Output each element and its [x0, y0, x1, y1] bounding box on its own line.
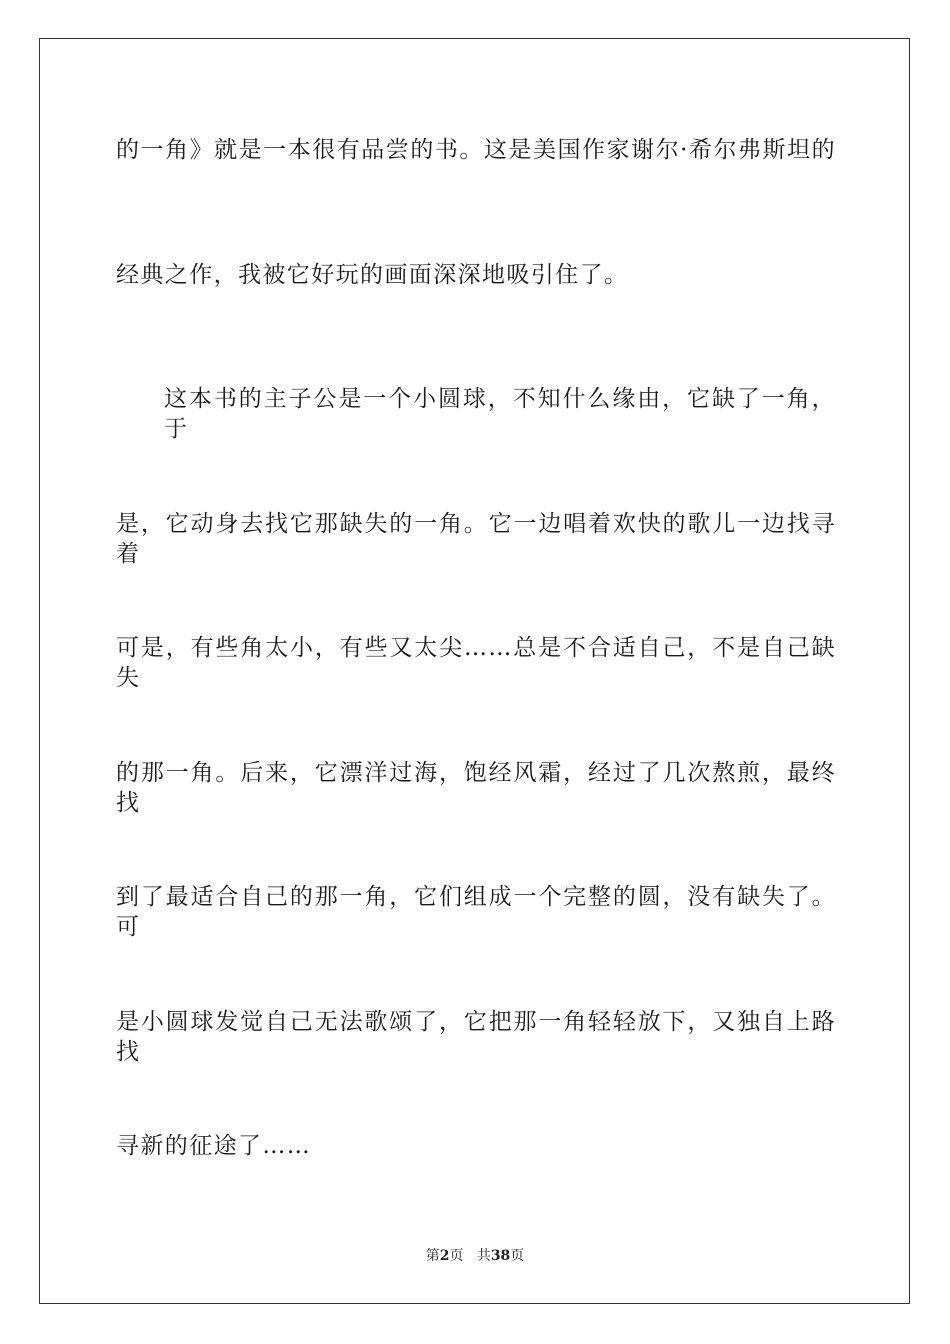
text-line-3: 这本书的主子公是一个小圆球，不知什么缘由，它缺了一角，于: [164, 386, 836, 442]
page-footer: [0, 1247, 950, 1265]
total-prefix: 共: [476, 1248, 491, 1264]
text-line-2: 经典之作，我被它好玩的画面深深地吸引住了。: [116, 262, 629, 288]
text-line-9: 寻新的征途了……: [116, 1133, 312, 1159]
text-line-1: 的一角》就是一本很有品尝的书。这是美国作家谢尔·希尔弗斯坦的: [116, 137, 836, 163]
text-line-7: 到了最适合自己的那一角，它们组成一个完整的圆，没有缺失了。可: [116, 884, 836, 940]
total-suffix: 页: [510, 1248, 525, 1264]
text-line-5: 可是，有些角太小，有些又太尖……总是不合适自己，不是自己缺失: [116, 635, 836, 691]
text-line-4: 是，它动身去找它那缺失的一角。它一边唱着欢快的歌儿一边找寻着: [116, 511, 836, 567]
page-number: 2: [439, 1248, 450, 1264]
total-pages: 38: [490, 1248, 511, 1264]
page-suffix: 页: [449, 1248, 464, 1264]
text-line-6: 的那一角。后来，它漂洋过海，饱经风霜，经过了几次熬煎，最终找: [116, 760, 836, 816]
page-prefix: 第: [425, 1248, 440, 1264]
text-line-8: 是小圆球发觉自己无法歌颂了，它把那一角轻轻放下，又独自上路找: [116, 1009, 836, 1065]
